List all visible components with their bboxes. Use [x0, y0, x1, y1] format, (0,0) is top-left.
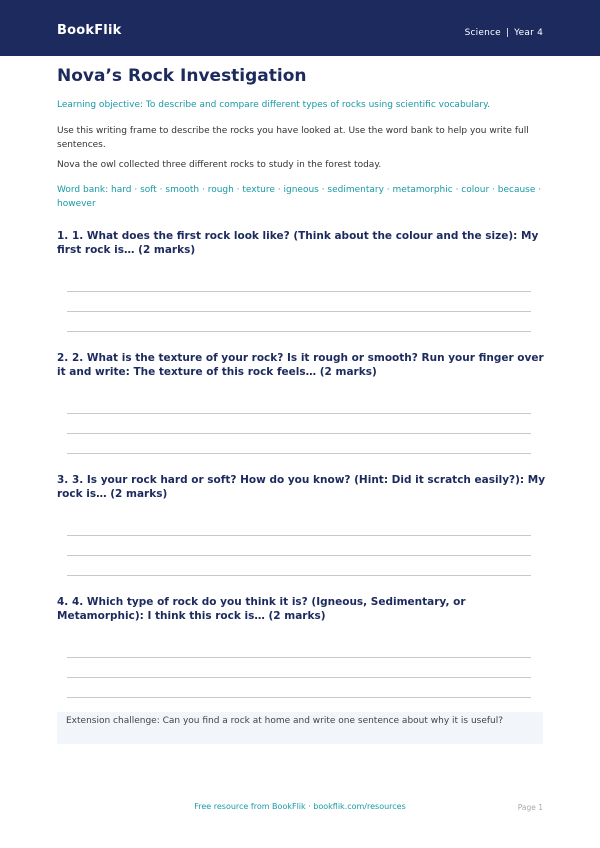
- answer-line[interactable]: [67, 555, 531, 556]
- answer-line[interactable]: [67, 657, 531, 658]
- context-text: Nova the owl collected three different rocks to study in the forest today.: [57, 160, 382, 170]
- answer-line[interactable]: [67, 697, 531, 698]
- word-bank: Word bank: hard · soft · smooth · rough · texture · igneous · sedimentary · metamorphic · colour · because · however: [57, 185, 542, 209]
- year-label: Year 4: [514, 28, 543, 38]
- answer-line[interactable]: [67, 535, 531, 536]
- answer-line[interactable]: [67, 433, 531, 434]
- question-1: 1. 1. What does the first rock look like? (Think about the colour and the size): My first rock is… (2 marks): [57, 230, 539, 256]
- instructions-text: Use this writing frame to describe the rocks you have looked at. Use the word bank to help you write full sentences.: [57, 126, 529, 150]
- meta-separator: |: [505, 28, 510, 38]
- learning-objective: Learning objective: To describe and compare different types of rocks using scientific vocabulary.: [57, 100, 490, 110]
- answer-line[interactable]: [67, 291, 531, 292]
- page-title: Nova’s Rock Investigation: [57, 66, 307, 86]
- extension-challenge-text: Extension challenge: Can you find a rock at home and write one sentence about why it is useful?: [66, 716, 504, 726]
- header-bar: [0, 0, 600, 56]
- answer-line[interactable]: [67, 331, 531, 332]
- question-2: 2. 2. What is the texture of your rock? Is it rough or smooth? Run your finger over it and write: The texture of this rock feels… (2 marks): [57, 352, 544, 378]
- answer-line[interactable]: [67, 677, 531, 678]
- answer-line[interactable]: [67, 311, 531, 312]
- question-3: 3. 3. Is your rock hard or soft? How do you know? (Hint: Did it scratch easily?): My rock is… (2 marks): [57, 474, 546, 500]
- answer-line[interactable]: [67, 413, 531, 414]
- answer-line[interactable]: [67, 453, 531, 454]
- brand-logo-text[interactable]: BookFlik: [57, 23, 122, 38]
- subject-year-label: [465, 28, 543, 38]
- extension-challenge-box: [57, 712, 543, 744]
- page-number: Page 1: [517, 803, 543, 812]
- question-4: 4. 4. Which type of rock do you think it is? (Igneous, Sedimentary, or Metamorphic): I think this rock is… (2 marks): [57, 596, 466, 622]
- footer-resource-link[interactable]: Free resource from BookFlik · bookflik.com/resources: [194, 802, 406, 811]
- subject-label: Science: [464, 28, 501, 38]
- answer-line[interactable]: [67, 575, 531, 576]
